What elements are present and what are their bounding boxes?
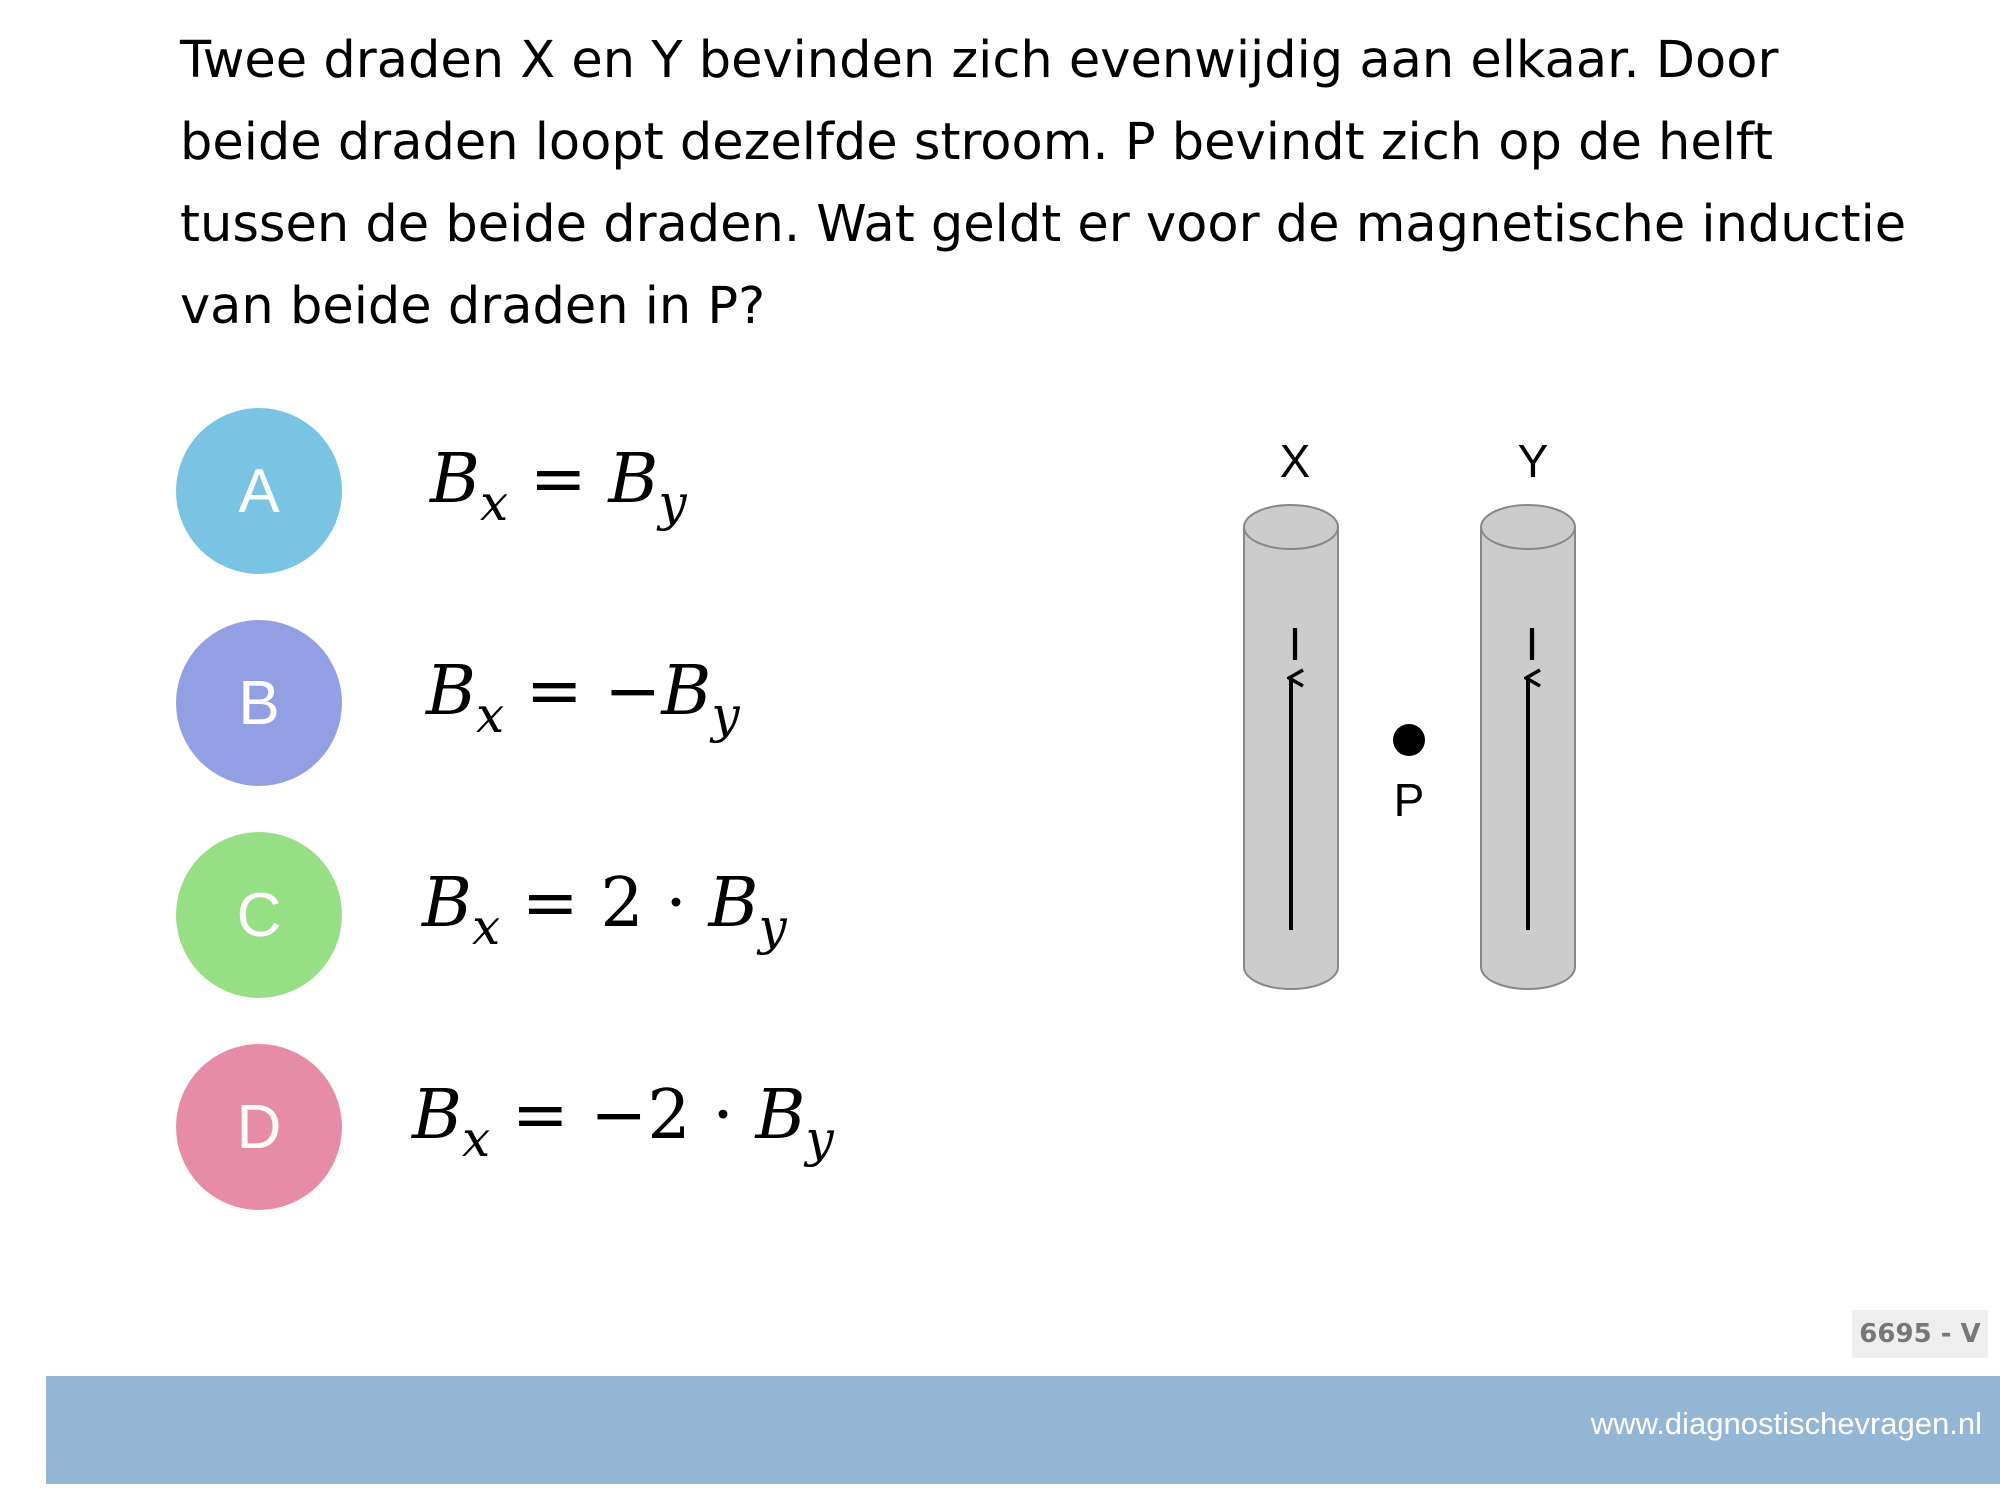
option-b[interactable] [176,620,1076,786]
current-label-y: I [1525,618,1539,670]
point-p-label: P [1393,774,1425,826]
wires-diagram [1200,420,1640,1020]
wire-y [1481,505,1575,989]
option-a[interactable] [176,408,1076,574]
option-d-badge: D [176,1044,342,1210]
wire-x-label: X [1279,435,1311,487]
footer-url-link[interactable]: www.diagnostischevragen.nl [1590,1406,1982,1441]
option-c[interactable] [176,832,1076,998]
option-c-formula: $B_x = 2 \cdot B_y$ [422,864,787,956]
option-b-formula: $B_x = -B_y$ [426,652,740,744]
point-p-dot [1393,724,1425,756]
option-a-badge: A [176,408,342,574]
option-b-badge: B [176,620,342,786]
wire-x [1244,505,1338,989]
option-d-formula: $B_x = -2 \cdot B_y$ [412,1076,834,1168]
question-text: Twee draden X en Y bevinden zich evenwijdig aan elkaar. Door beide draden loopt dezelfde stroom. P bevindt zich op de helft tussen de beide draden. Wat geldt er voor de magnetische inductie van beide draden in P? [180,31,1907,336]
option-c-badge: C [176,832,342,998]
question-code-badge: 6695 - V [1852,1310,1988,1358]
footer-bar [46,1376,2000,1484]
wire-y-label: Y [1517,435,1549,487]
option-a-formula: $B_x = B_y$ [430,440,687,532]
option-d[interactable] [176,1044,1076,1210]
current-label-x: I [1288,618,1302,670]
